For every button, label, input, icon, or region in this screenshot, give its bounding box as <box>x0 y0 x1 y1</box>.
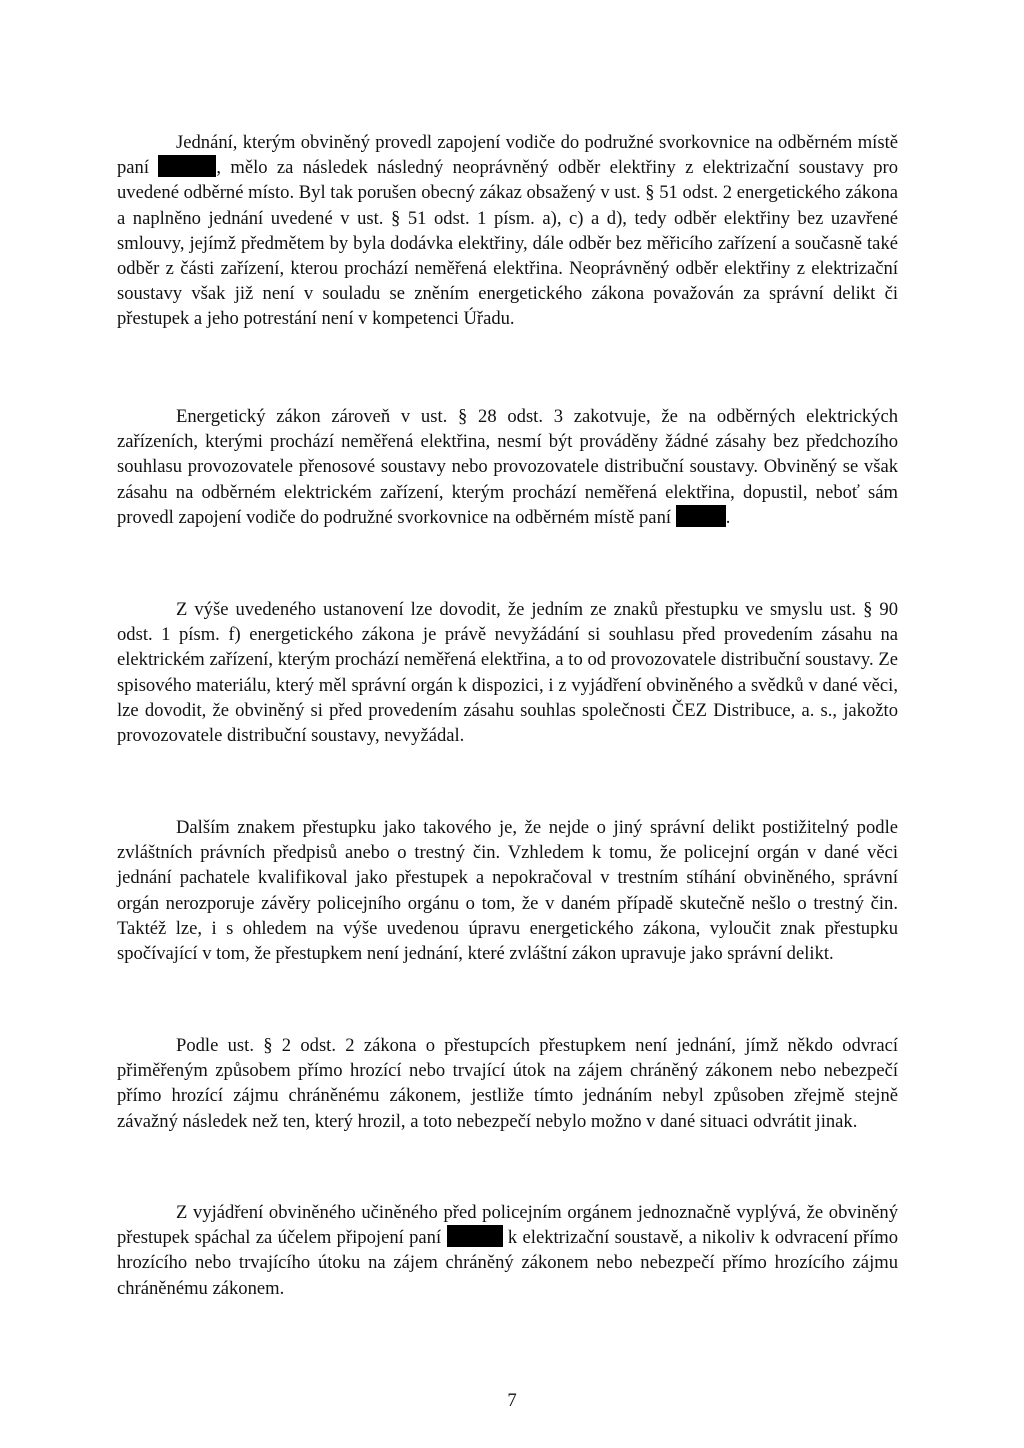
paragraph-5 <box>117 1033 898 1134</box>
paragraph-6-text-a: Z vyjádření obviněného učiněného před policejním orgánem jednoznačně vyplývá, že obviněný přestupek spáchal za účelem připojení paní <box>117 1202 898 1249</box>
page-number: 7 <box>507 1390 517 1411</box>
paragraph-1 <box>117 130 898 332</box>
paragraph-3-text: Z výše uvedeného ustanovení lze dovodit, že jedním ze znaků přestupku ve smyslu ust. § 90 odst. 1 písm. f) energetického zákona je právě nevyžádání si souhlasu před provedením zásahu na elektrickém zařízení, kterým prochází neměřená elektřina, a to od provozovatele distribuční soustavy. Ze spisového materiálu, který měl správní orgán k dispozici, i z vyjádření obviněného a svědků v dané věci, lze dovodit, že obviněný si před provedením zásahu souhlas společnosti ČEZ Distribuce, a. s., jakožto provozovatele distribuční soustavy, nevyžádal. <box>117 599 898 747</box>
redaction-block <box>158 155 216 177</box>
paragraph-4 <box>117 815 898 966</box>
redaction-block <box>447 1225 503 1247</box>
redaction-block <box>676 505 726 527</box>
paragraph-1-text-a: Jednání, kterým obviněný provedl zapojení vodiče do podružné svorkovnice na odběrném místě paní <box>117 132 898 179</box>
paragraph-1-text-b: , mělo za následek následný neoprávněný odběr elektřiny z elektrizační soustavy pro uvedené odběrné místo. Byl tak porušen obecný zákaz obsažený v ust. § 51 odst. 2 energetického zákona a naplněno jednání uvedené v ust. § 51 odst. 1 písm. a), c) a d), tedy odběr elektřiny bez uzavřené smlouvy, jejímž předmětem by byla dodávka elektřiny, dále odběr bez měřicího zařízení a současně také odběr z části zařízení, kterou prochází neměřená elektřina. Neoprávněný odběr elektřiny z elektrizační soustavy však již není v souladu se zněním energetického zákona považován za správní delikt či přestupek a jeho potrestání není v kompetenci Úřadu. <box>117 157 898 330</box>
paragraph-5-text: Podle ust. § 2 odst. 2 zákona o přestupcích přestupkem není jednání, jímž někdo odvrací přiměřeným způsobem přímo hrozící nebo trvající útok na zájem chráněný zákonem nebo nebezpečí přímo hrozící zájmu chráněnému zákonem, jestliže tímto jednáním nebyl způsoben zřejmě stejně závažný následek než ten, který hrozil, a toto nebezpečí nebylo možno v dané situaci odvrátit jinak. <box>117 1035 898 1132</box>
paragraph-6 <box>117 1200 898 1301</box>
paragraph-3 <box>117 597 898 748</box>
paragraph-4-text: Dalším znakem přestupku jako takového je, že nejde o jiný správní delikt postižitelný podle zvláštních právních předpisů anebo o trestný čin. Vzhledem k tomu, že policejní orgán v dané věci jednání pachatele kvalifikoval jako přestupek a nepokračoval v trestním stíhání obviněného, správní orgán nerozporuje závěry policejního orgánu o tom, že v daném případě skutečně nešlo o trestný čin. Taktéž lze, i s ohledem na výše uvedenou úpravu energetického zákona, vyloučit znak přestupku spočívající v tom, že přestupkem není jednání, které zvláštní zákon upravuje jako správní delikt. <box>117 817 898 965</box>
paragraph-2-text-b: . <box>725 506 731 528</box>
paragraph-2-text-a: Energetický zákon zároveň v ust. § 28 odst. 3 zakotvuje, že na odběrných elektrických zařízeních, kterými prochází neměřená elektřina, nesmí být prováděny žádné zásahy bez předchozího souhlasu provozovatele přenosové soustavy nebo provozovatele distribuční soustavy. Obviněný se však zásahu na odběrném elektrickém zařízení, kterým prochází neměřená elektřina, dopustil, neboť sám provedl zapojení vodiče do podružné svorkovnice na odběrném místě paní <box>117 406 898 528</box>
paragraph-2 <box>117 404 898 530</box>
paragraph-6-text-b: k elektrizační soustavě, a nikoliv k odvracení přímo hrozícího nebo trvajícího útoku na zájem chráněný zákonem nebo nebezpečí přímo hrozícího zájmu chráněnému zákonem. <box>117 1227 899 1299</box>
